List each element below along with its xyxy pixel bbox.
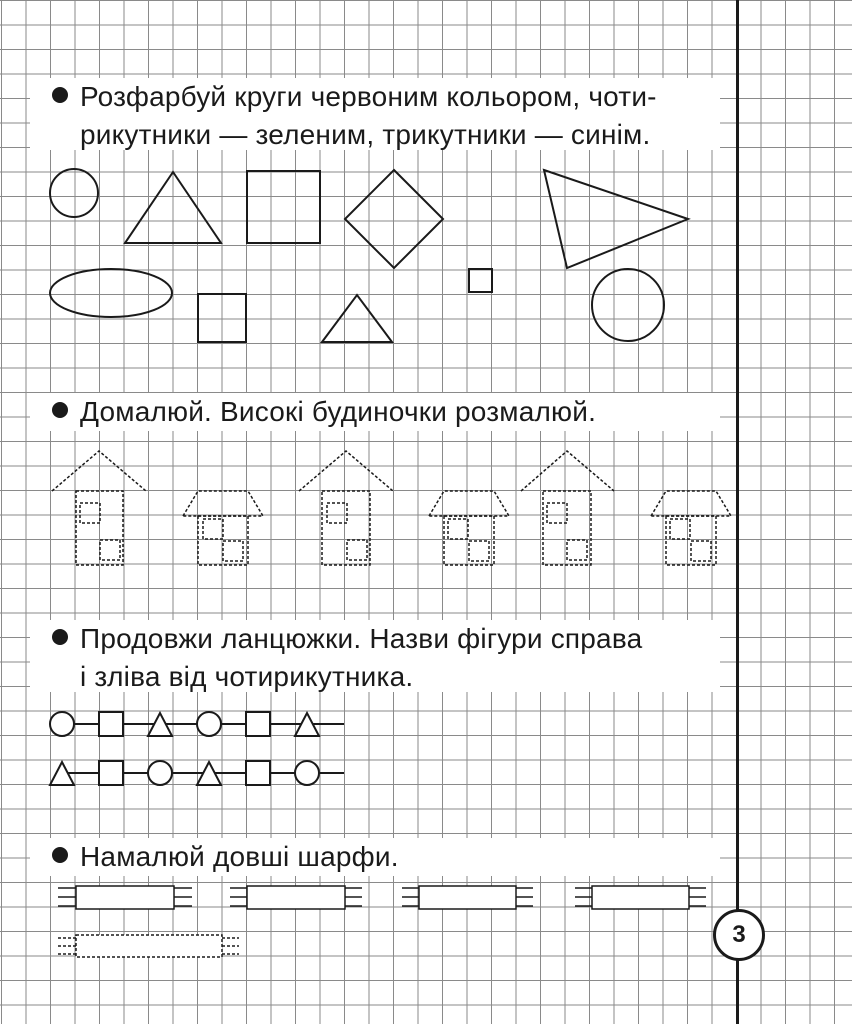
square-shape[interactable]	[198, 294, 246, 342]
square-shape[interactable]	[247, 171, 320, 243]
dotted-scarf[interactable]	[58, 935, 239, 957]
scarves	[58, 886, 706, 957]
chain-circle	[50, 712, 74, 736]
small-square-shape[interactable]	[469, 269, 492, 292]
circle-shape[interactable]	[592, 269, 664, 341]
scarf[interactable]	[575, 886, 706, 909]
shape-chain-1[interactable]	[50, 712, 344, 736]
scarf[interactable]	[230, 886, 362, 909]
task-3-line-2: і зліва від чотирикутника.	[80, 661, 414, 692]
page-number: 3	[713, 909, 765, 961]
dotted-houses	[52, 451, 731, 565]
shapes-to-color	[50, 169, 688, 342]
triangle-shape[interactable]	[544, 170, 688, 268]
chain-circle	[295, 761, 319, 785]
chain-square	[246, 712, 270, 736]
chain-circle	[197, 712, 221, 736]
chain-square	[99, 712, 123, 736]
scarf[interactable]	[58, 886, 192, 909]
triangle-shape[interactable]	[125, 172, 221, 243]
shape-chain-2[interactable]	[50, 761, 344, 785]
chain-square	[99, 761, 123, 785]
task-1-line-2: рикутники — зеленим, трикутники — синім.	[80, 119, 651, 150]
low-house[interactable]	[429, 491, 509, 565]
task-2-line-1: Домалюй. Високі будиночки розмалюй.	[80, 396, 597, 427]
low-house[interactable]	[651, 491, 731, 565]
scarf[interactable]	[402, 886, 533, 909]
tall-house[interactable]	[52, 451, 146, 565]
ellipse-shape[interactable]	[50, 269, 172, 317]
tall-house[interactable]	[521, 451, 614, 565]
circle-shape[interactable]	[50, 169, 98, 217]
rhombus-shape[interactable]	[345, 170, 443, 268]
low-house[interactable]	[183, 491, 263, 565]
chain-circle	[148, 761, 172, 785]
tall-house[interactable]	[299, 451, 393, 565]
triangle-shape[interactable]	[322, 295, 392, 342]
task-3-line-1: Продовжи ланцюжки. Назви фігури справа	[80, 623, 643, 654]
task-4-line-1: Намалюй довші шарфи.	[80, 841, 399, 872]
task-1-line-1: Розфарбуй круги червоним кольором, чоти-	[80, 81, 657, 112]
chain-square	[246, 761, 270, 785]
